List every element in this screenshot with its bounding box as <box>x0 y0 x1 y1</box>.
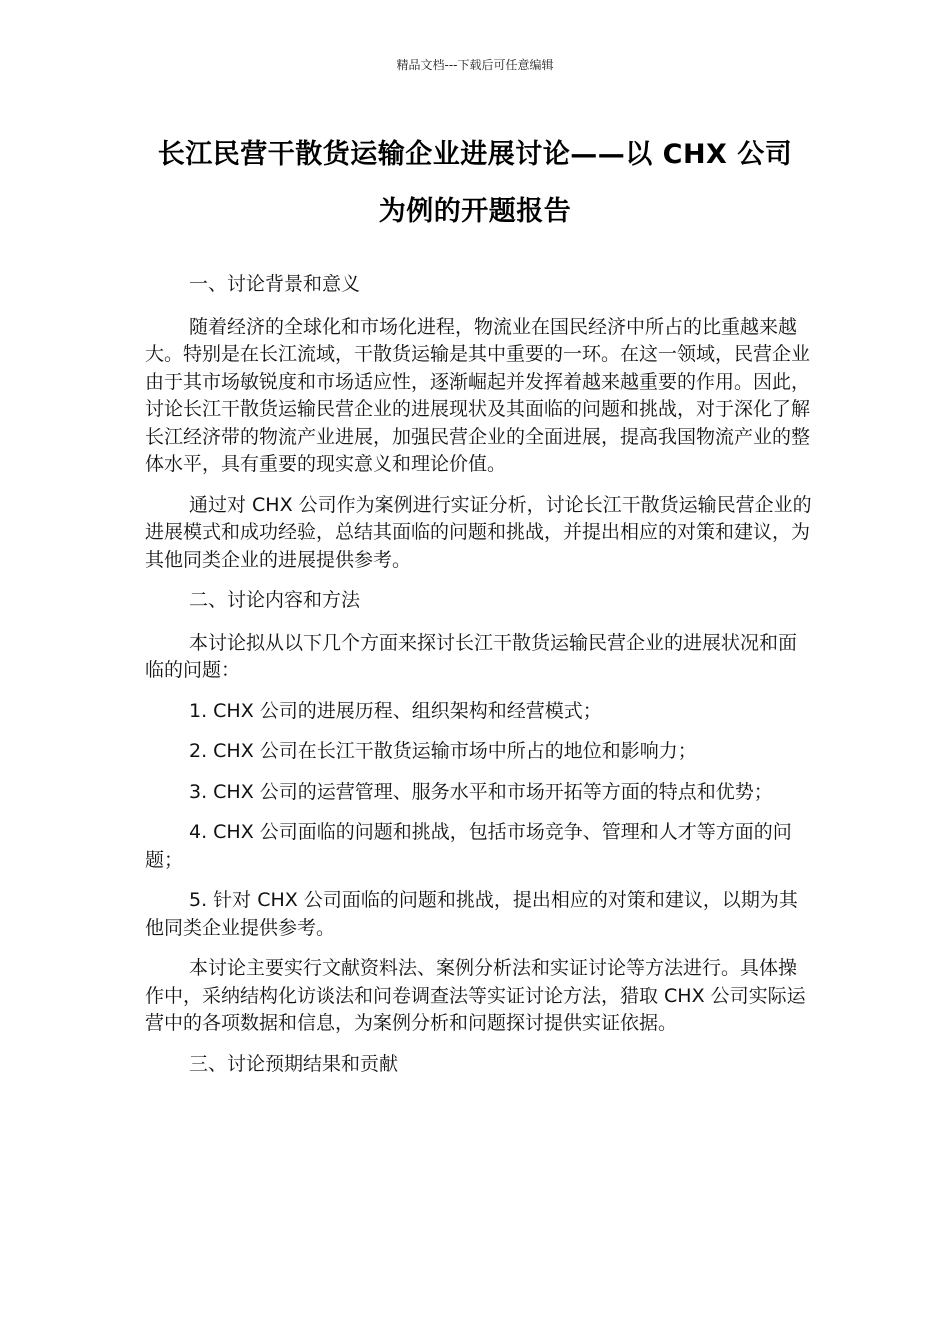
paragraph-content-intro: 本讨论拟从以下几个方面来探讨长江干散货运输民营企业的进展状况和面临的问题： <box>145 631 798 681</box>
list-item: 5. 针对 CHX 公司面临的问题和挑战，提出相应的对策和建议，以期为其他同类企业提供参考。 <box>145 889 798 939</box>
list-item: 4. CHX 公司面临的问题和挑战，包括市场竞争、管理和人才等方面的问题； <box>145 821 792 871</box>
paragraph-background: 随着经济的全球化和市场化进程，物流业在国民经济中所占的比重越来越大。特别是在长江流域，干散货运输是其中重要的一环。在这一领域，民营企业由于其市场敏锐度和市场适应性，逐渐崛起并发挥着越来越重要的作用。因此，讨论长江干散货运输民营企业的进展现状及其面临的问题和挑战，对于深化了解长江经济带的物流产业进展，加强民营企业的全面进展，提高我国物流产业的整体水平，具有重要的现实意义和理论价值。 <box>145 315 811 475</box>
section-heading-expected-results: 三、讨论预期结果和贡献 <box>189 1052 399 1075</box>
header-note: 精品文档---下载后可任意编辑 <box>396 58 554 72</box>
list-item: 2. CHX 公司在长江干散货运输市场中所占的地位和影响力； <box>189 740 697 762</box>
document-title-line-1: 长江民营干散货运输企业进展讨论——以 CHX 公司 <box>157 139 793 170</box>
document-title-line-2: 为例的开题报告 <box>378 196 572 227</box>
paragraph-case-study: 通过对 CHX 公司作为案例进行实证分析，讨论长江干散货运输民营企业的进展模式和成功经验，总结其面临的问题和挑战，并提出相应的对策和建议，为其他同类企业的进展提供参考。 <box>145 493 812 571</box>
section-heading-content-methods: 二、讨论内容和方法 <box>189 589 361 611</box>
list-item: 1. CHX 公司的进展历程、组织架构和经营模式； <box>189 699 602 722</box>
section-heading-background: 一、讨论背景和意义 <box>189 273 361 295</box>
paragraph-methods: 本讨论主要实行文献资料法、案例分析法和实证讨论等方法进行。具体操作中，采纳结构化访谈法和问卷调查法等实证讨论方法，猎取 CHX 公司实际运营中的各项数据和信息，为案例分析和问题探讨提供实证依据。 <box>145 957 806 1034</box>
document-body <box>145 271 813 1093</box>
list-item: 3. CHX 公司的运营管理、服务水平和市场开拓等方面的特点和优势； <box>189 780 773 803</box>
